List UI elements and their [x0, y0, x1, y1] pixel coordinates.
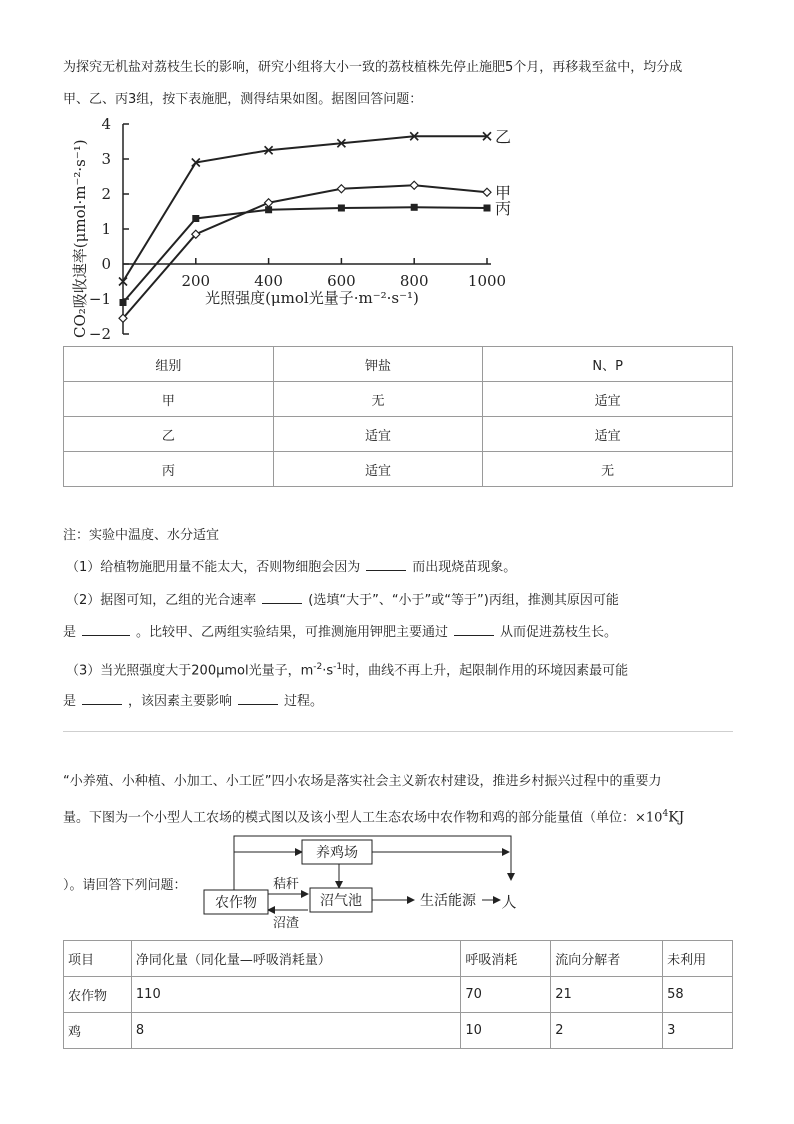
q1-sub3-line1: [66, 658, 628, 680]
y-axis-label: CO₂吸收速率(μmol·m⁻²·s⁻¹): [71, 139, 89, 338]
table-cell: 甲: [64, 382, 274, 417]
q1-sub2-text-b: (选填“大于”、“小于”或“等于”)丙组，推测其原因可能: [308, 593, 619, 608]
q1-sub3-text-d: ，该因素主要影响: [128, 694, 233, 709]
answer-blank[interactable]: [262, 591, 302, 604]
q1-sub3-text-c: 是: [63, 694, 77, 709]
table-header-cell: 钾盐: [273, 347, 483, 382]
y-tick-label: 2: [101, 185, 111, 203]
q1-sub1-text-a: （1）给植物施肥用量不能太大，否则物细胞会因为: [66, 560, 361, 575]
table-cell: 无: [273, 382, 483, 417]
q1-sub3-text-a: （3）当光照强度大于200μmol光量子，m: [66, 663, 314, 679]
farm-flow-diagram: [200, 832, 520, 932]
q1-sub2-line1: [66, 591, 619, 610]
residue-label: 沼渣: [272, 916, 300, 931]
q1-sub2-text-e: 从而促进荔枝生长。: [500, 625, 618, 640]
table-row: [64, 977, 733, 1013]
section-divider: [63, 731, 733, 732]
x-tick-label: 800: [399, 272, 429, 290]
q1-sub2-line2: [63, 623, 617, 642]
table-header-cell: 呼吸消耗: [461, 941, 551, 977]
q1-sub3-line2: [63, 692, 323, 711]
table-cell: 无: [483, 452, 733, 487]
crops-label: 农作物: [215, 895, 257, 911]
table-row: [64, 1013, 733, 1049]
q1-intro-line2: 甲、乙、丙3组，按下表施肥，测得结果如图。据图回答问题：: [63, 92, 423, 107]
q1-note: 注：实验中温度、水分适宜: [63, 528, 220, 543]
table-cell: 3: [663, 1013, 733, 1049]
data-point: [265, 199, 273, 207]
table-header-cell: 流向分解者: [551, 941, 663, 977]
q1-sub2-text-c: 是: [63, 625, 77, 640]
y-tick-label: 3: [101, 150, 111, 168]
answer-blank[interactable]: [366, 558, 406, 571]
table-cell: 8: [131, 1013, 460, 1049]
table-header-cell: 组别: [64, 347, 274, 382]
q2-unit-times: ×10: [635, 810, 663, 826]
table-row: [64, 382, 733, 417]
y-tick-label: −2: [88, 325, 111, 343]
data-point: [410, 181, 418, 189]
table-cell: 21: [551, 977, 663, 1013]
q1-sub3-sup2: -1: [333, 662, 343, 672]
x-tick-label: 600: [327, 272, 356, 290]
q1-sub3-text-e: 过程。: [284, 694, 324, 709]
data-point: [120, 299, 127, 306]
table-cell: 适宜: [273, 452, 483, 487]
series-label-乙: 乙: [495, 127, 512, 147]
q2-line2: [63, 805, 684, 827]
q1-sub3-text-b: 时，曲线不再上升，起限制作用的环境因素最可能: [342, 663, 629, 679]
q2-line2-text: 量。下图为一个小型人工农场的模式图以及该小型人工生态农场中农作物和鸡的部分能量值（单位：: [63, 810, 636, 826]
q1-sub2-text-d: 。比较甲、乙两组实验结果，可推测施用钾肥主要通过: [136, 625, 449, 640]
data-point: [265, 206, 272, 213]
q1-sub3-mid: ·s: [322, 663, 334, 679]
q1-sub1: [66, 558, 516, 577]
answer-blank[interactable]: [454, 623, 494, 636]
person-label: 人: [501, 893, 517, 911]
q1-sub1-text-b: 而出现烧苗现象。: [412, 560, 517, 575]
answer-blank[interactable]: [82, 623, 130, 636]
q1-sub3-sup1: -2: [313, 662, 323, 672]
x-axis-label: 光照强度(μmol光量子·m⁻²·s⁻¹): [205, 289, 419, 307]
data-point: [484, 205, 491, 212]
chicken-farm-label: 养鸡场: [316, 845, 358, 861]
y-tick-label: 4: [101, 115, 111, 133]
table-cell: 乙: [64, 417, 274, 452]
table-cell: 70: [461, 977, 551, 1013]
table-header-cell: 净同化量（同化量—呼吸消耗量）: [131, 941, 460, 977]
q2-unit-kj: KJ: [668, 809, 685, 826]
table-cell: 110: [131, 977, 460, 1013]
table-cell: 鸡: [64, 1013, 132, 1049]
y-tick-label: −1: [88, 290, 111, 308]
x-tick-label: 200: [181, 272, 211, 290]
y-tick-label: 0: [101, 255, 111, 273]
q2-unit-sup: 4: [662, 809, 669, 819]
data-point: [411, 204, 418, 211]
table-header-cell: 项目: [64, 941, 132, 977]
q1-intro-line1: 为探究无机盐对荔枝生长的影响，研究小组将大小一致的荔枝植株先停止施肥5个月，再移栽至盆中，均分成: [63, 60, 683, 75]
data-point: [337, 185, 345, 193]
table-cell: 适宜: [273, 417, 483, 452]
data-point: [338, 205, 345, 212]
co2-absorption-chart: [63, 112, 523, 344]
answer-blank[interactable]: [238, 692, 278, 705]
table-cell: 适宜: [483, 417, 733, 452]
table-cell: 2: [551, 1013, 663, 1049]
x-tick-label: 1000: [467, 272, 507, 290]
table-row: [64, 417, 733, 452]
q2-line1: “小养殖、小种植、小加工、小工匠”四小农场是落实社会主义新农村建设，推进乡村振兴过程中的重要力: [63, 774, 662, 789]
data-point: [192, 215, 199, 222]
table-row: [64, 452, 733, 487]
table-cell: 10: [461, 1013, 551, 1049]
fertilizer-table: [63, 346, 733, 487]
straw-label: 秸秆: [272, 877, 300, 892]
energy-table: [63, 940, 733, 1049]
table-header-cell: N、P: [483, 347, 733, 382]
series-label-甲: 甲: [495, 183, 512, 203]
table-header-row: [64, 941, 733, 977]
biogas-label: 沼气池: [320, 893, 362, 909]
energy-label: 生活能源: [420, 893, 476, 909]
data-point: [483, 188, 491, 196]
table-cell: 农作物: [64, 977, 132, 1013]
table-header-cell: 未利用: [663, 941, 733, 977]
y-tick-label: 1: [101, 220, 111, 238]
table-cell: 58: [663, 977, 733, 1013]
q1-sub2-text-a: （2）据图可知，乙组的光合速率: [66, 593, 257, 608]
series-label-丙: 丙: [495, 199, 512, 218]
table-cell: 丙: [64, 452, 274, 487]
x-tick-label: 400: [254, 272, 283, 290]
answer-blank[interactable]: [82, 692, 122, 705]
table-header-row: [64, 347, 733, 382]
table-cell: 适宜: [483, 382, 733, 417]
q2-line3: ）。请回答下列问题：: [63, 878, 187, 893]
